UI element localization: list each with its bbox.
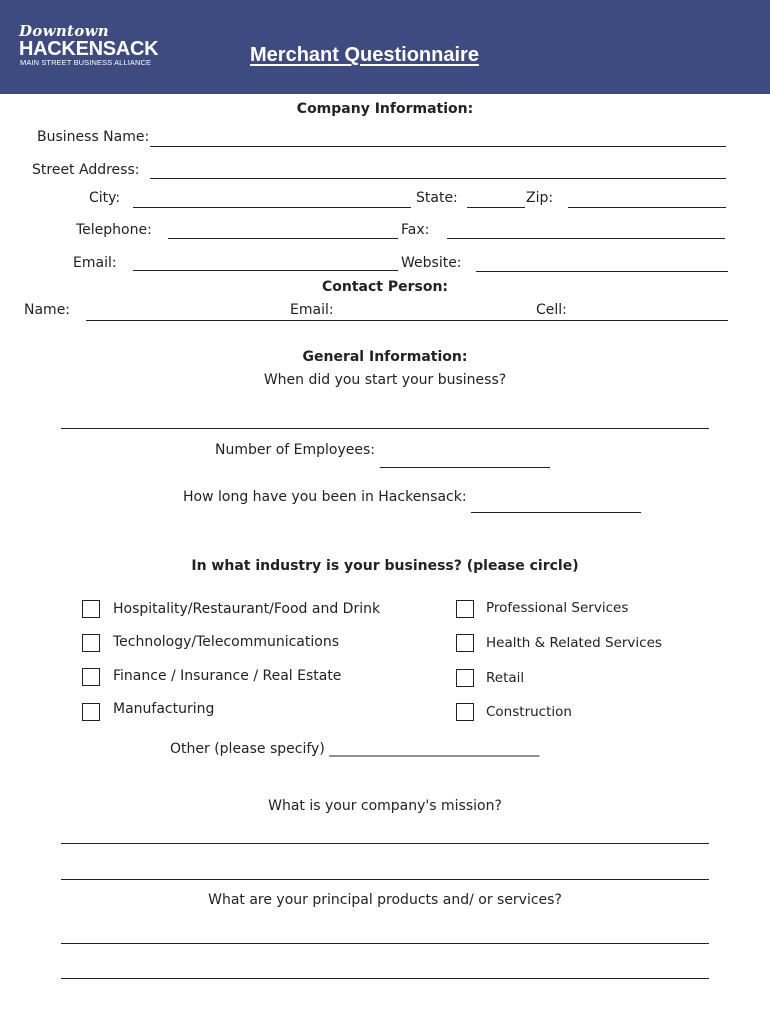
industry-option-label: Health & Related Services (486, 635, 662, 651)
business-name-label: Business Name: (37, 129, 150, 145)
street-address-label: Street Address: (32, 162, 140, 178)
mission-answer-line[interactable] (61, 879, 709, 880)
fax-label: Fax: (401, 222, 430, 238)
products-answer-line[interactable] (61, 978, 709, 979)
industry-checkbox[interactable] (456, 703, 474, 721)
website-label: Website: (401, 255, 462, 271)
contact-name-label: Name: (24, 302, 71, 318)
industry-option-label: Professional Services (486, 600, 629, 616)
city-field[interactable] (133, 207, 411, 208)
employees-label: Number of Employees: (215, 442, 375, 458)
industry-checkbox[interactable] (456, 600, 474, 618)
start-business-question: When did you start your business? (263, 372, 507, 388)
fax-field[interactable] (447, 238, 725, 239)
city-label: City: (89, 190, 121, 206)
state-field[interactable] (467, 207, 525, 208)
logo-sub-text: MAIN STREET BUSINESS ALLIANCE (20, 58, 152, 67)
how-long-field[interactable] (471, 512, 641, 513)
contact-email-label: Email: (290, 302, 334, 318)
state-label: State: (416, 190, 458, 206)
contact-person-field[interactable] (86, 320, 728, 321)
website-field[interactable] (476, 271, 728, 272)
industry-checkbox[interactable] (82, 703, 100, 721)
email-label: Email: (73, 255, 117, 271)
products-answer-line[interactable] (61, 943, 709, 944)
zip-field[interactable] (568, 207, 726, 208)
logo-script-text: Downtown (19, 22, 109, 40)
products-question: What are your principal products and/ or services? (208, 892, 562, 908)
logo-main-text: HACKENSACK (19, 38, 159, 60)
employees-field[interactable] (380, 467, 550, 468)
industry-option-label: Retail (486, 670, 525, 686)
header-banner (0, 0, 770, 94)
industry-checkbox[interactable] (456, 669, 474, 687)
telephone-label: Telephone: (76, 222, 152, 238)
contact-person-heading: Contact Person: (321, 279, 449, 295)
industry-option-label: Technology/Telecommunications (113, 634, 339, 650)
mission-question: What is your company's mission? (268, 798, 502, 814)
street-address-field[interactable] (150, 178, 726, 179)
industry-checkbox[interactable] (456, 634, 474, 652)
business-name-field[interactable] (150, 146, 726, 147)
mission-answer-line[interactable] (61, 843, 709, 844)
other-industry-field[interactable]: Other (please specify) ______________________________ (170, 741, 540, 757)
industry-checkbox[interactable] (82, 668, 100, 686)
industry-option-label: Hospitality/Restaurant/Food and Drink (113, 601, 381, 617)
page-title: Merchant Questionnaire (250, 44, 479, 66)
company-info-heading: Company Information: (296, 101, 474, 117)
industry-checkbox[interactable] (82, 634, 100, 652)
industry-question: In what industry is your business? (please circle) (191, 558, 579, 574)
industry-checkbox[interactable] (82, 600, 100, 618)
telephone-field[interactable] (168, 238, 398, 239)
start-business-answer-line[interactable] (61, 428, 709, 429)
industry-option-label: Manufacturing (113, 701, 215, 717)
contact-cell-label: Cell: (536, 302, 567, 318)
industry-option-label: Finance / Insurance / Real Estate (113, 668, 342, 684)
industry-option-label: Construction (486, 704, 572, 720)
zip-label: Zip: (526, 190, 554, 206)
how-long-label: How long have you been in Hackensack: (183, 489, 467, 505)
email-field[interactable] (133, 270, 398, 271)
general-info-heading: General Information: (302, 349, 468, 365)
